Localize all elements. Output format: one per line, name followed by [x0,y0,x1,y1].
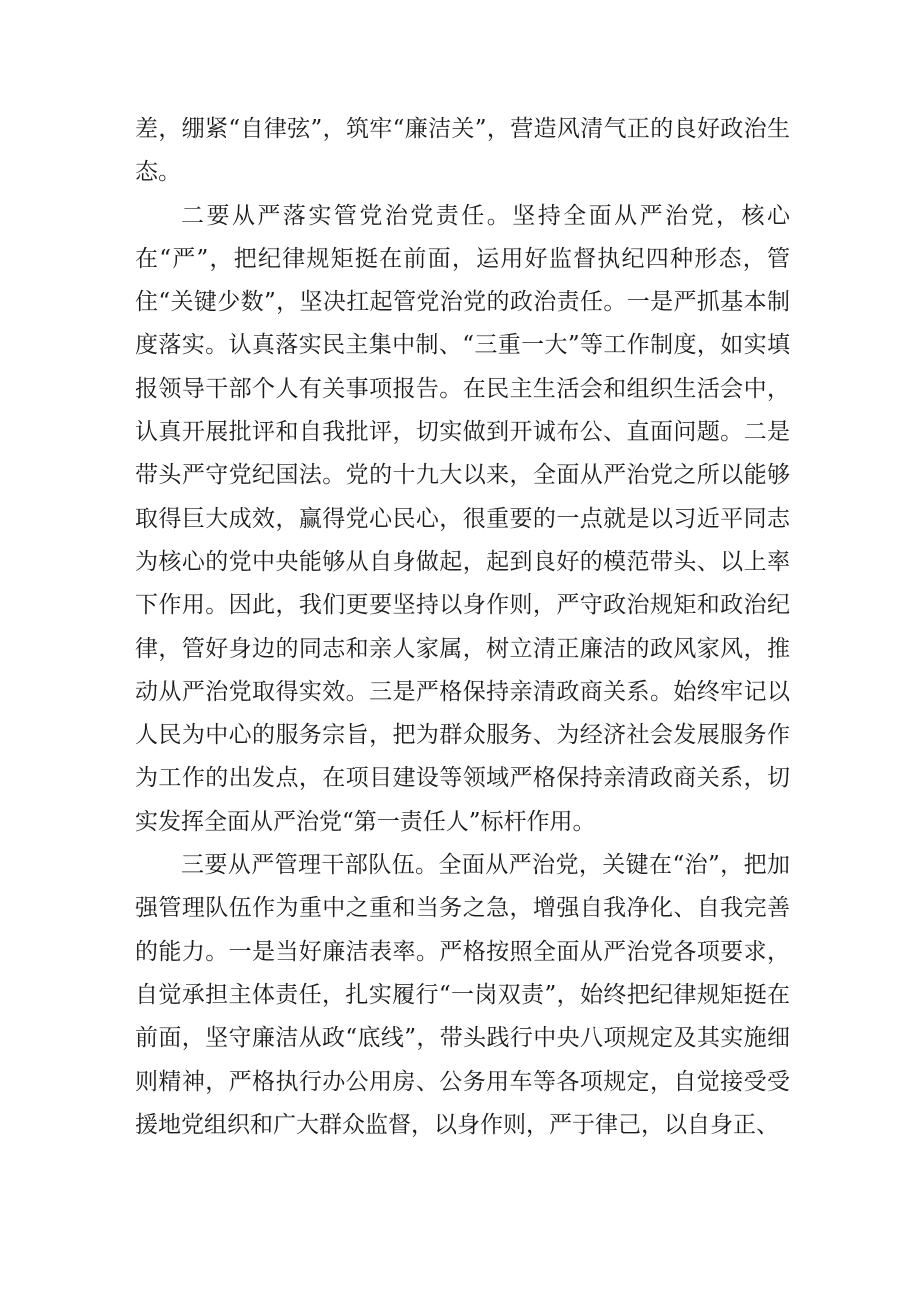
paragraph-strict-cadre-management: 三要从严管理干部队伍。全面从严治党，关键在“治”，把加强管理队伍作为重中之重和当务之急，增强自我净化、自我完善的能力。一是当好廉洁表率。严格按照全面从严治党各项要求，自觉承担主体责任，扎实履行“一岗双责”，始终把纪律规矩挺在前面，坚守廉洁从政“底线”，带头践行中央八项规定及其实施细则精神，严格执行办公用房、公务用车等各项规定，自觉接受受援地党组织和广大群众监督，以身作则，严于律己，以自身正、 [135,852,790,1138]
body-text [135,108,790,1147]
paragraph-continuation: 差，绷紧“自律弦”，筑牢“廉洁关”，营造风清气正的良好政治生态。 [135,116,790,186]
paragraph-strict-party-responsibility: 二要从严落实管党治党责任。坚持全面从严治党，核心在“严”，把纪律规矩挺在前面，运用好监督执纪四种形态，管住“关键少数”，坚决扛起管党治党的政治责任。一是严抓基本制度落实。认真落实民主集中制、“三重一大”等工作制度，如实填报领导干部个人有关事项报告。在民主生活会和组织生活会中，认真开展批评和自我批评，切实做到开诚布公、直面问题。二是带头严守党纪国法。党的十九大以来，全面从严治党之所以能够取得巨大成效，赢得党心民心，很重要的一点就是以习近平同志为核心的党中央能够从自身做起，起到良好的模范带头、以上率下作用。因此，我们更要坚持以身作则，严守政治规矩和政治纪律，管好身边的同志和亲人家属，树立清正廉洁的政风家风，推动从严治党取得实效。三是严格保持亲清政商关系。始终牢记以人民为中心的服务宗旨，把为群众服务、为经济社会发展服务作为工作的出发点，在项目建设等领域严格保持亲清政商关系，切实发挥全面从严治党“第一责任人”标杆作用。 [135,202,790,835]
